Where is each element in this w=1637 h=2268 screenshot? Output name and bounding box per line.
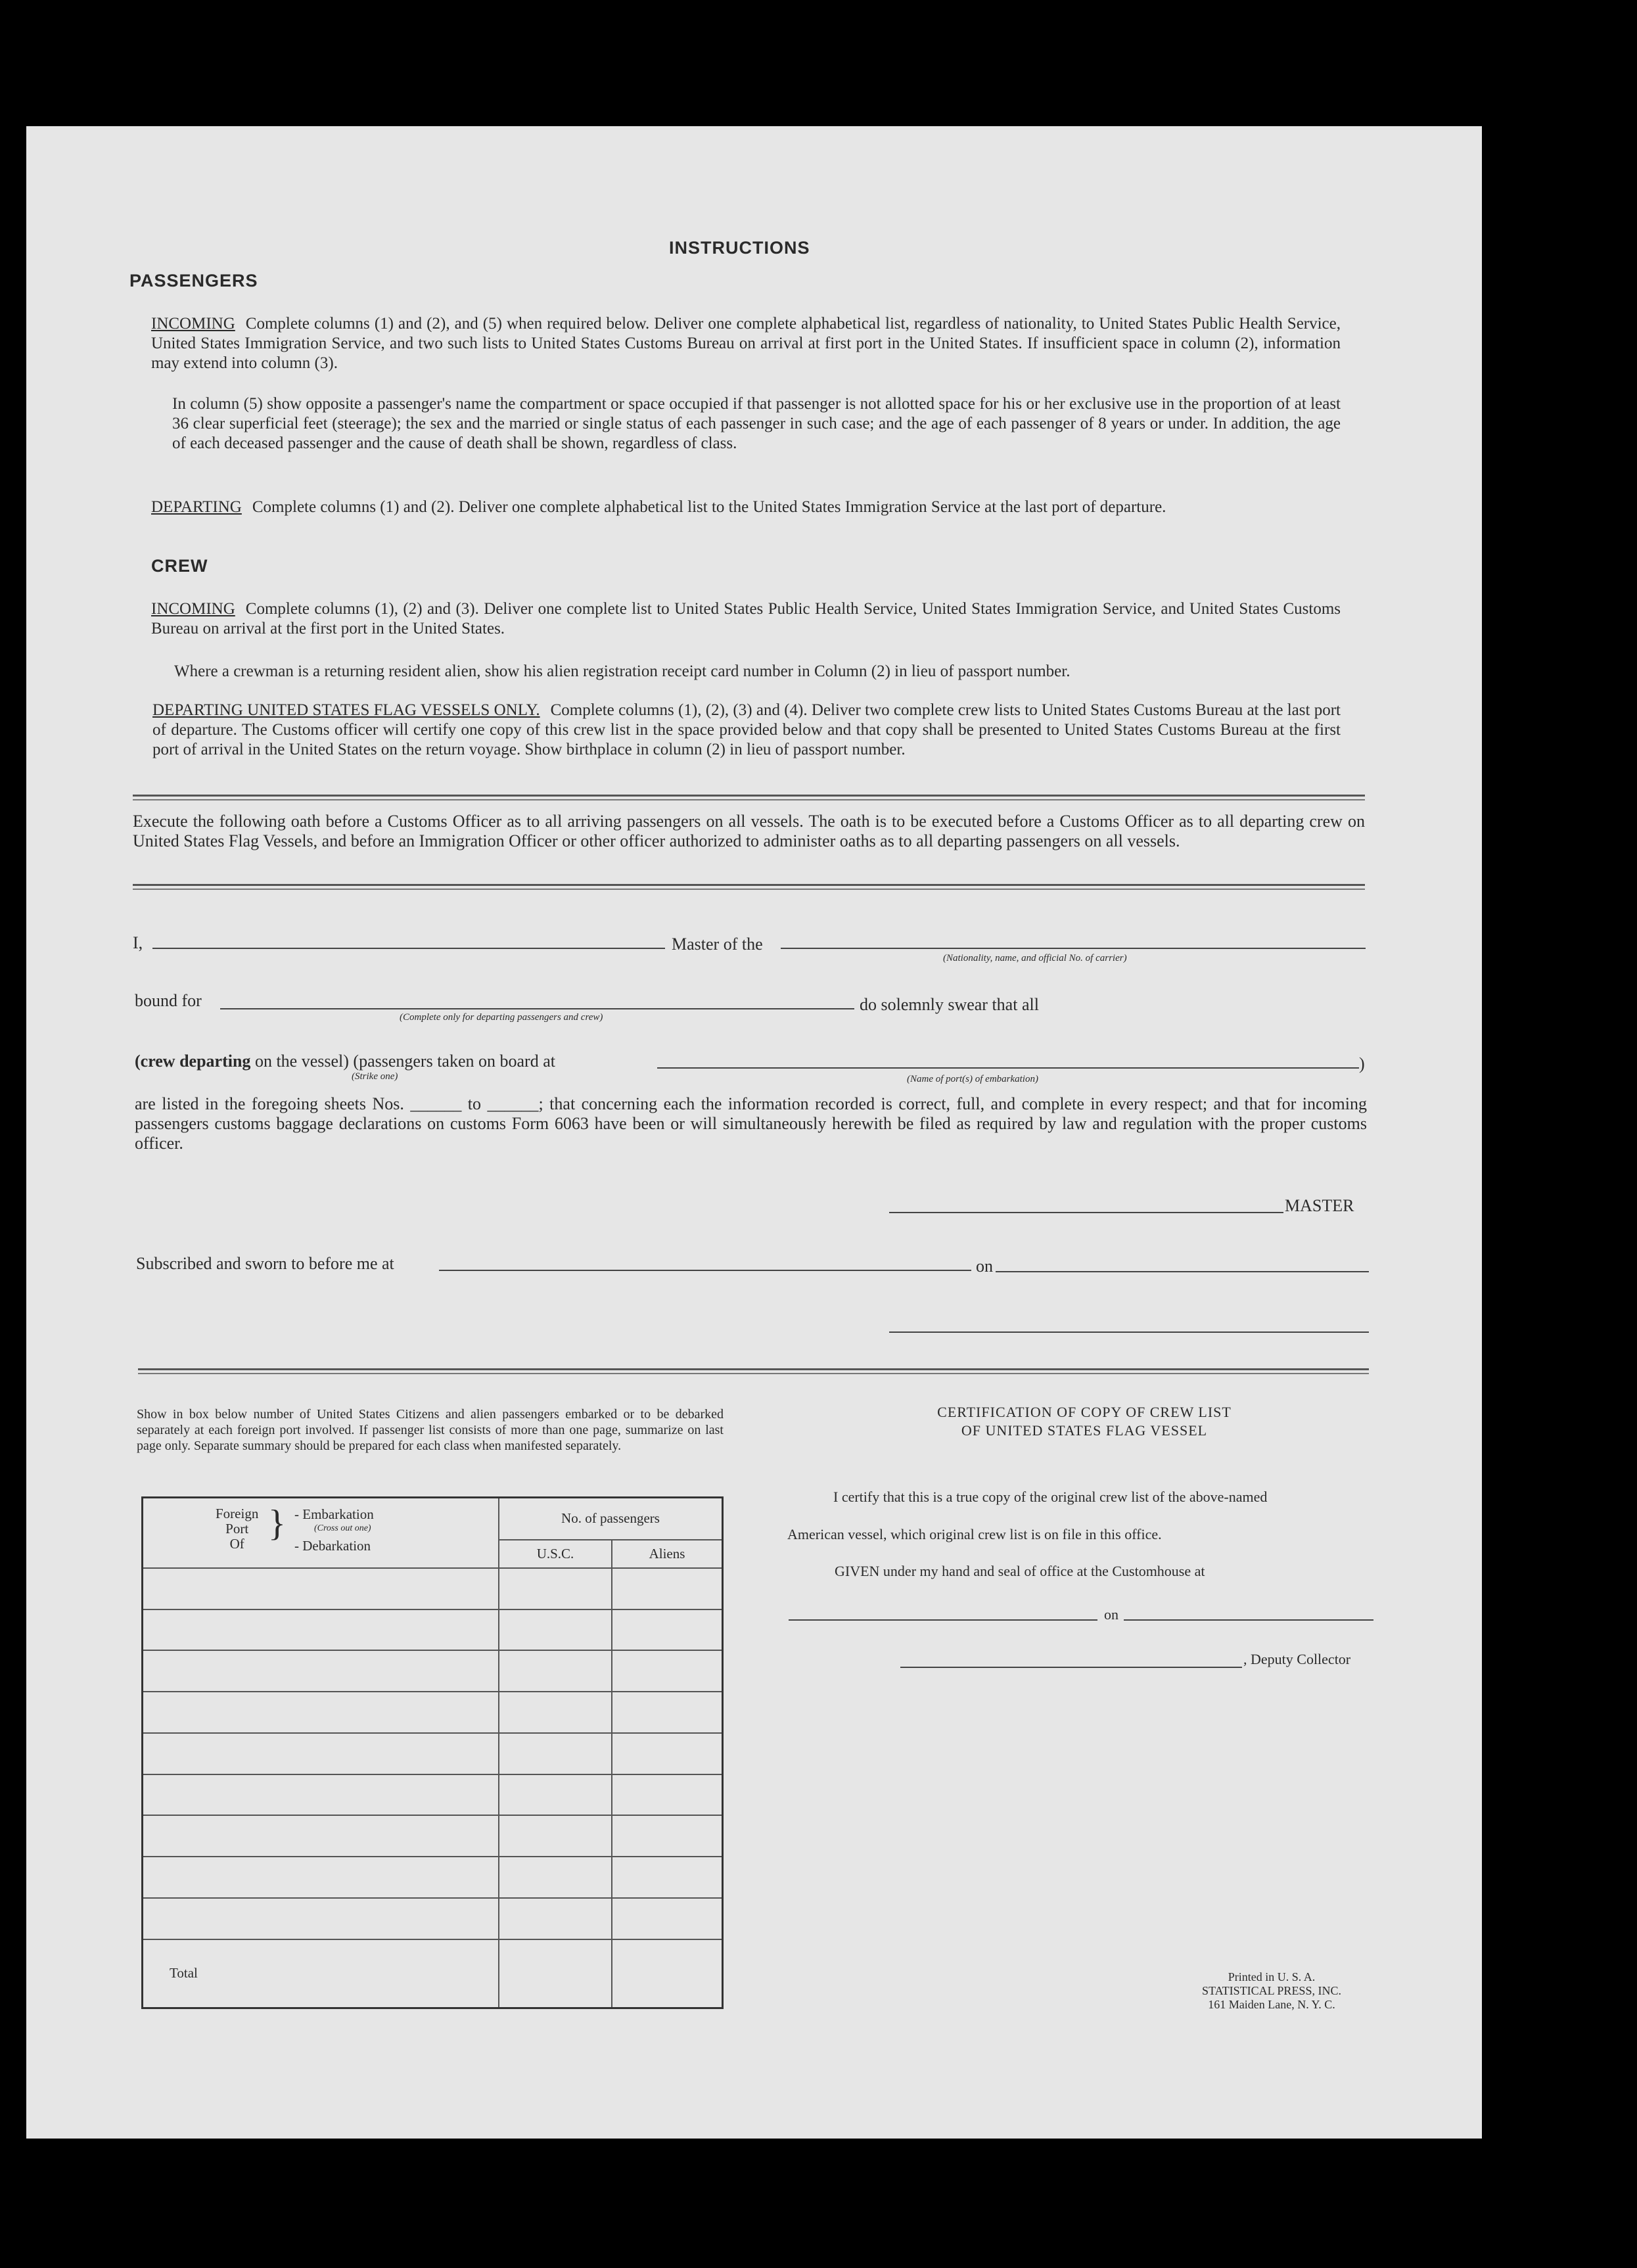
port-cell[interactable] [143,1857,499,1898]
printer-line1: Printed in U. S. A. [1228,1970,1316,1983]
passengers-departing-label: DEPARTING [151,498,242,516]
usc-cell[interactable] [499,1774,612,1816]
embarkation-port-field[interactable] [657,1067,1359,1069]
aliens-header: Aliens [612,1540,723,1568]
certification-on-label: on [1104,1606,1118,1623]
sworn-date-field[interactable] [996,1271,1369,1272]
bound-for-field[interactable] [220,1008,854,1009]
port-cell[interactable] [143,1692,499,1733]
certify-line2: American vessel, which original crew list is on file in this office. [787,1526,1162,1542]
crew-incoming-text: Complete columns (1), (2) and (3). Deliver one complete list to United States Public Health Service, United States Immigration Service, and United States Customs Bureau on arrival at the first port in the United States. [151,600,1341,637]
usc-cell[interactable] [499,1692,612,1733]
aliens-cell[interactable] [612,1568,723,1609]
usc-header: U.S.C. [499,1540,612,1568]
ports-caption: (Name of port(s) of embarkation) [907,1074,1038,1084]
strike-caption: (Strike one) [352,1071,398,1082]
usc-cell[interactable] [499,1609,612,1651]
usc-cell[interactable] [499,1898,612,1939]
passengers-departing-text: Complete columns (1) and (2). Deliver one complete alphabetical list to the United States Immigration Service at the last port of departure. [252,498,1166,516]
aliens-cell[interactable] [612,1692,723,1733]
deputy-collector-signature-field[interactable] [900,1667,1242,1668]
given-text: GIVEN under my hand and seal of office at the Customhouse at [835,1563,1205,1579]
sworn-on-label: on [976,1257,993,1276]
of-label: Of [229,1536,244,1552]
aliens-cell[interactable] [612,1815,723,1857]
bound-for-label: bound for [135,991,202,1010]
crew-incoming-label: INCOMING [151,600,235,618]
listed-paragraph: are listed in the foregoing sheets Nos. ______ to ______; that concerning each the information recorded is correct, full, and complete in every respect; and that for incoming passengers customs baggage declarations on customs Form 6063 have been or will simultaneously herewith be filed as required by law and regulation with the proper customs officer. [135,1094,1367,1153]
subscribed-label: Subscribed and sworn to before me at [136,1254,394,1273]
usc-total-cell[interactable] [499,1939,612,2008]
cross-out-caption: (Cross out one) [314,1523,371,1534]
oath-i-label: I, [133,933,143,952]
aliens-cell[interactable] [612,1609,723,1651]
usc-cell[interactable] [499,1815,612,1857]
port-cell[interactable] [143,1650,499,1692]
divider [133,884,1365,890]
port-label: Port [225,1521,249,1537]
swear-label: do solemnly swear that all [860,995,1039,1014]
printer-imprint [1163,1970,1380,2012]
aliens-cell[interactable] [612,1733,723,1774]
total-label: Total [143,1939,499,2008]
strike-option-line [135,1052,555,1071]
usc-cell[interactable] [499,1650,612,1692]
crew-incoming-paragraph [151,599,1341,639]
no-of-passengers-header: No. of passengers [499,1498,723,1540]
crew-resident-paragraph: Where a crewman is a returning resident alien, show his alien registration receipt card number in Column (2) in lieu of passport number. [174,662,1071,680]
port-cell[interactable] [143,1815,499,1857]
passengers-taken-option[interactable]: (passengers taken on board at [353,1052,555,1071]
crew-heading: CREW [151,556,208,576]
crew-departing-option[interactable]: (crew departing [135,1052,251,1071]
column5-paragraph: In column (5) show opposite a passenger's name the compartment or space occupied if that passenger is not allotted space for his or her exclusive use in the proportion of at least 36 clear superficial feet (steerage); the sex and the married or single status of each passenger in such case; and the age of each passenger of 8 years or under. In addition, the age of each deceased passenger and the cause of death shall be shown, regardless of class. [172,395,1341,452]
usc-cell[interactable] [499,1857,612,1898]
summary-note: Show in box below number of United States Citizens and alien passengers embarked or to be debarked separately at each foreign port involved. If passenger list consists of more than one page, summarize on last page only. Separate summary should be prepared for each class when manifested separately. [137,1407,724,1453]
usc-cell[interactable] [499,1568,612,1609]
close-paren: ) [1359,1054,1365,1073]
carrier-field[interactable] [781,948,1366,949]
printer-line2: STATISTICAL PRESS, INC. [1202,1984,1341,1997]
certification-title [854,1403,1314,1440]
foreign-label: Foreign [216,1506,259,1522]
aliens-cell[interactable] [612,1857,723,1898]
port-cell[interactable] [143,1774,499,1816]
bound-for-caption: (Complete only for departing passengers and crew) [400,1012,603,1023]
passengers-heading: PASSENGERS [129,271,258,290]
divider [138,1368,1369,1374]
port-cell[interactable] [143,1898,499,1939]
certification-date-field[interactable] [1124,1619,1373,1621]
printer-line3: 161 Maiden Lane, N. Y. C. [1208,1998,1335,2011]
port-header-cell [143,1498,499,1568]
brace-icon: } [268,1503,286,1544]
passengers-incoming-text: Complete columns (1) and (2), and (5) when required below. Deliver one complete alphabetical list, regardless of nationality, to United States Public Health Service, United States Immigration Service, and two such lists to United States Customs Bureau on arrival at first port in the United States. If insufficient space in column (2), information may extend into column (3). [151,315,1341,372]
master-label: MASTER [1285,1196,1354,1215]
execute-oath-paragraph: Execute the following oath before a Customs Officer as to all arriving passengers on all vessels. The oath is to be executed before a Customs Officer as to all departing crew on United States Flag Vessels, and before an Immigration Officer or other officer authorized to administer oaths as to all departing passengers on all vessels. [133,812,1365,850]
crew-departing-text: Complete columns (1), (2), (3) and (4). Deliver two complete crew lists to United States Customs Bureau at the last port of departure. The Customs officer will certify one copy of this crew list in the space provided below and that copy shall be presented to United States Customs Bureau at the first port of arrival in the United States on the return voyage. Show birthplace in column (2) in lieu of passport number. [152,701,1341,758]
debarkation-option[interactable]: - Debarkation [294,1538,371,1554]
passengers-incoming-label: INCOMING [151,315,235,333]
on-the-vessel-label: on the vessel) [254,1052,349,1071]
aliens-cell[interactable] [612,1898,723,1939]
master-signature-field[interactable] [889,1212,1283,1213]
passengers-departing-paragraph [151,498,1341,517]
port-cell[interactable] [143,1733,499,1774]
master-name-field[interactable] [152,948,665,949]
carrier-caption: (Nationality, name, and official No. of carrier) [943,953,1127,963]
instructions-heading: INSTRUCTIONS [669,238,810,258]
port-cell[interactable] [143,1568,499,1609]
customhouse-field[interactable] [789,1619,1097,1621]
officer-signature-field[interactable] [889,1331,1369,1333]
sworn-location-field[interactable] [439,1270,971,1271]
foreign-port-of [216,1506,258,1552]
certify-line1: I certify that this is a true copy of the original crew list of the above-named [833,1489,1268,1505]
deputy-collector-label: , Deputy Collector [1243,1651,1351,1667]
passenger-summary-table [141,1496,724,2009]
port-cell[interactable] [143,1609,499,1651]
aliens-total-cell[interactable] [612,1939,723,2008]
certification-title-line1: CERTIFICATION OF COPY OF CREW LIST [937,1404,1232,1420]
aliens-cell[interactable] [612,1774,723,1816]
embarkation-option[interactable]: - Embarkation [294,1506,374,1523]
crew-departing-label: DEPARTING UNITED STATES FLAG VESSELS ONLY. [152,701,540,719]
master-of-the-label: Master of the [672,935,763,954]
aliens-cell[interactable] [612,1650,723,1692]
passengers-incoming-paragraph [151,314,1341,373]
certification-title-line2: OF UNITED STATES FLAG VESSEL [961,1422,1208,1439]
divider [133,795,1365,800]
usc-cell[interactable] [499,1733,612,1774]
crew-departing-paragraph [152,701,1341,760]
